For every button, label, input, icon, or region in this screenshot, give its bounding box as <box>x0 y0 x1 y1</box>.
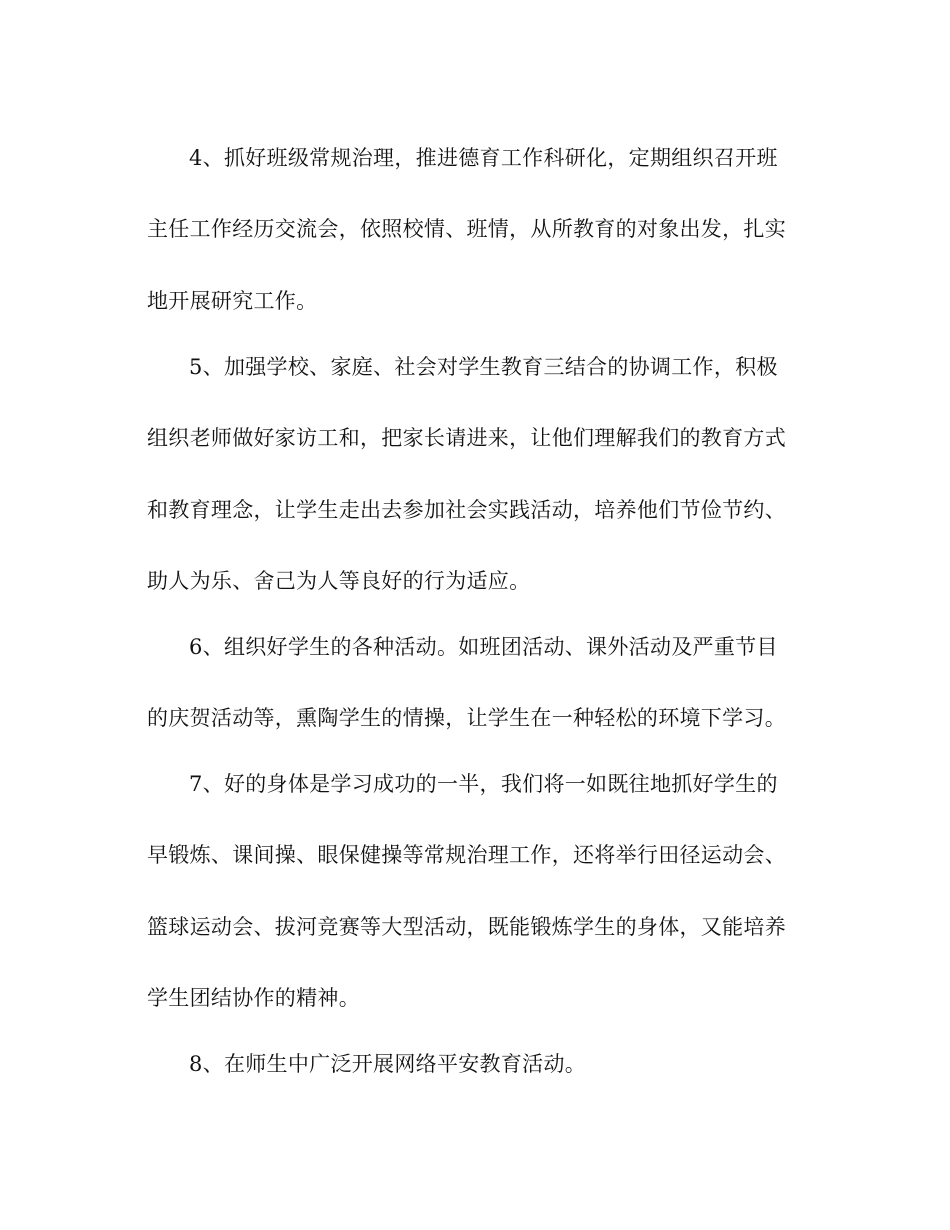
paragraph-6-line-2: 的庆贺活动等，熏陶学生的情操，让学生在一种轻松的环境下学习。 <box>147 706 786 730</box>
paragraph-6-line-1: 6、组织好学生的各种活动。如班团活动、课外活动及严重节目 <box>189 635 778 659</box>
paragraph-5-line-1: 5、加强学校、家庭、社会对学生教育三结合的协调工作，积极 <box>189 355 778 379</box>
paragraph-7-line-1: 7、好的身体是学习成功的一半，我们将一如既往地抓好学生的 <box>189 772 778 796</box>
paragraph-7-line-4: 学生团结协作的精神。 <box>147 986 360 1010</box>
paragraph-4-line-2: 主任工作经历交流会，依照校情、班情，从所教育的对象出发，扎实 <box>147 217 786 241</box>
paragraph-4-line-3: 地开展研究工作。 <box>147 289 318 313</box>
paragraph-5-line-3: 和教育理念，让学生走出去参加社会实践活动，培养他们节俭节约、 <box>147 498 786 522</box>
paragraph-7-line-2: 早锻炼、课间操、眼保健操等常规治理工作，还将举行田径运动会、 <box>147 843 786 867</box>
paragraph-4-line-1: 4、抓好班级常规治理，推进德育工作科研化，定期组织召开班 <box>189 146 778 170</box>
paragraph-8-line-1: 8、在师生中广泛开展网络平安教育活动。 <box>189 1052 587 1076</box>
paragraph-7-line-3: 篮球运动会、拔河竞赛等大型活动，既能锻炼学生的身体，又能培养 <box>147 915 786 939</box>
paragraph-5-line-2: 组织老师做好家访工和，把家长请进来，让他们理解我们的教育方式 <box>147 426 786 450</box>
paragraph-5-line-4: 助人为乐、舍己为人等良好的行为适应。 <box>147 569 531 593</box>
